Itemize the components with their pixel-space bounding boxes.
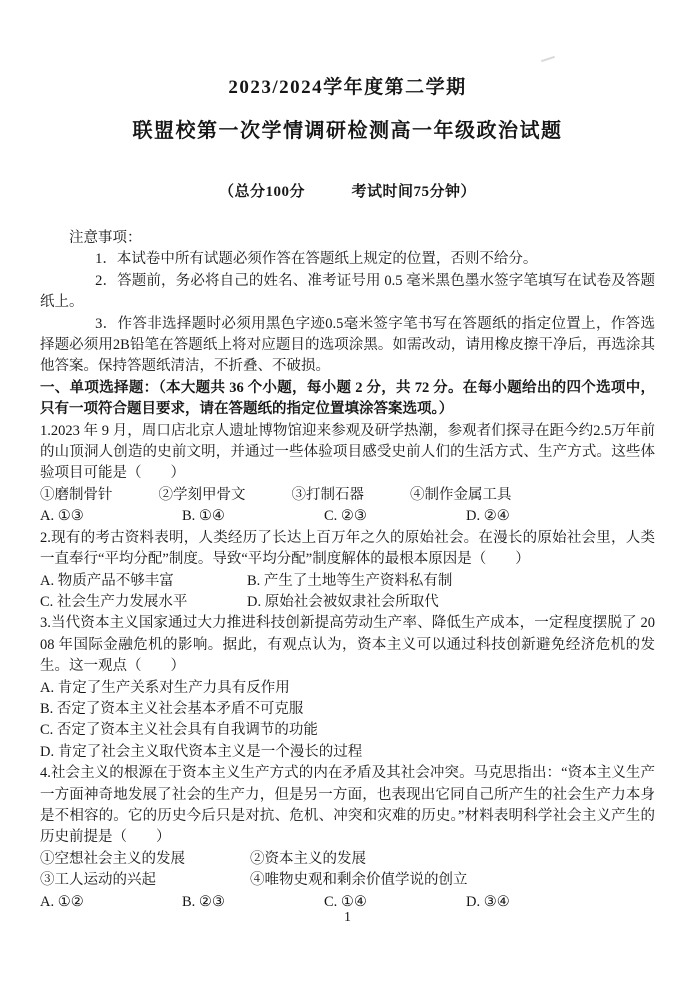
question-4-item-3: ③工人运动的兴起: [40, 872, 156, 889]
question-1-choice-c: C. ②③: [324, 508, 367, 525]
notice-label: 注意事项：: [69, 230, 142, 246]
question-4-item-1: ①空想社会主义的发展: [40, 850, 185, 867]
notice-item-2: 2．答题前，务必将自己的姓名、准考证号用 0.5 毫米黑色墨水签字笔填写在试卷及答题纸上。: [40, 272, 655, 311]
question-3: [40, 613, 655, 763]
question-4-numbered-items: [40, 849, 655, 892]
question-1-choices: [40, 506, 655, 527]
question-4: [40, 763, 655, 913]
question-2-choice-b: B. 产生了土地等生产资料私有制: [247, 572, 453, 589]
question-1-stem: 1.2023 年 9 月，周口店北京人遗址博物馆迎来参观及研学热潮，参观者们探寻在距今约2.5万年前的山顶洞人创造的史前文明，并通过一些体验项目感受史前人们的生活方式、生产方式。这些体验项目可能是（ ）: [40, 422, 655, 482]
notice-item-1: 1．本试卷中所有试题必须作答在答题纸上规定的位置，否则不给分。: [95, 251, 538, 268]
exam-header: [40, 76, 655, 201]
exam-term-title: 2023/2024学年度第二学期: [228, 77, 467, 98]
question-1-choice-a: A. ①③: [40, 508, 84, 525]
question-4-item-4: ④唯物史观和剩余价值学说的创立: [250, 872, 468, 889]
question-4-choice-c: C. ①④: [324, 893, 367, 910]
question-2-choice-d: D. 原始社会被奴隶社会所取代: [247, 593, 439, 610]
exam-body: [40, 228, 655, 913]
page-number: 1: [344, 910, 351, 925]
question-2-stem: 2.现有的考古资料表明，人类经历了长达上百万年之久的原始社会。在漫长的原始社会里，人类一直奉行“平均分配”制度。导致“平均分配”制度解体的最根本原因是（ ）: [40, 529, 655, 568]
exam-score-time-info: （总分100分 考试时间75分钟）: [218, 184, 476, 200]
question-4-choice-b: B. ②③: [182, 893, 225, 910]
question-3-stem: 3.当代资本主义国家通过大力推进科技创新提高劳动生产率、降低生产成本，一定程度摆脱了 2008 年国际金融危机的影响。据此，有观点认为，资本主义可以通过科技创新避免经济危机的发生。这一观点（ ）: [40, 615, 655, 675]
question-3-choice-a: A. 肯定了生产关系对生产力具有反作用: [40, 679, 290, 696]
exam-main-title: 联盟校第一次学情调研检测高一年级政治试题: [132, 120, 563, 142]
question-1-item-2: ②学刻甲骨文: [158, 486, 246, 503]
question-1-item-4: ④制作金属工具: [410, 486, 512, 503]
notice-item-3: 3．作答非选择题时必须用黑色字迹0.5毫米签字笔书写在答题纸的指定位置上，作答选择题必须用2B铅笔在答题纸上将对应题目的选项涂黑。如需改动，请用橡皮擦干净后，再选涂其他答案。保持答题纸清洁，不折叠、不破损。: [40, 315, 655, 375]
question-4-stem: 4.社会主义的根源在于资本主义生产方式的内在矛盾及其社会冲突。马克思指出：“资本主义生产一方面神奇地发展了社会的生产力，但是另一方面，也表现出它同自己所产生的社会生产力本身是不相容的。它的历史今后只是对抗、危机、冲突和灾难的历史。”材料表明科学社会主义产生的历史前提是（ ）: [40, 765, 655, 846]
question-3-choices: [40, 678, 655, 764]
question-3-choice-d: D. 肯定了社会主义取代资本主义是一个漫长的过程: [40, 743, 363, 760]
question-1-numbered-items: [40, 485, 655, 506]
question-3-choice-b: B. 否定了资本主义社会基本矛盾不可克服: [40, 700, 304, 717]
question-2-choices: [40, 571, 655, 614]
question-2-choice-c: C. 社会生产力发展水平: [40, 593, 188, 610]
question-4-choice-d: D. ③④: [466, 893, 510, 910]
scan-artifact: [541, 56, 555, 62]
question-2: [40, 528, 655, 614]
question-1: [40, 421, 655, 528]
question-4-choice-a: A. ①②: [40, 893, 84, 910]
question-1-item-3: ③打制石器: [291, 486, 364, 503]
section-one-heading: 一、单项选择题：（本大题共 36 个小题，每小题 2 分，共 72 分。在每小题给出的四个选项中，只有一项符合题目要求，请在答题纸的指定位置填涂答案选项。）: [40, 379, 655, 418]
notice-section: [40, 228, 655, 378]
question-1-choice-d: D. ②④: [466, 508, 510, 525]
question-4-item-2: ②资本主义的发展: [250, 850, 366, 867]
question-1-choice-b: B. ①④: [182, 508, 225, 525]
question-1-item-1: ①磨制骨针: [40, 486, 113, 503]
question-2-choice-a: A. 物质产品不够丰富: [40, 572, 174, 589]
question-3-choice-c: C. 否定了资本主义社会具有自我调节的功能: [40, 722, 318, 739]
